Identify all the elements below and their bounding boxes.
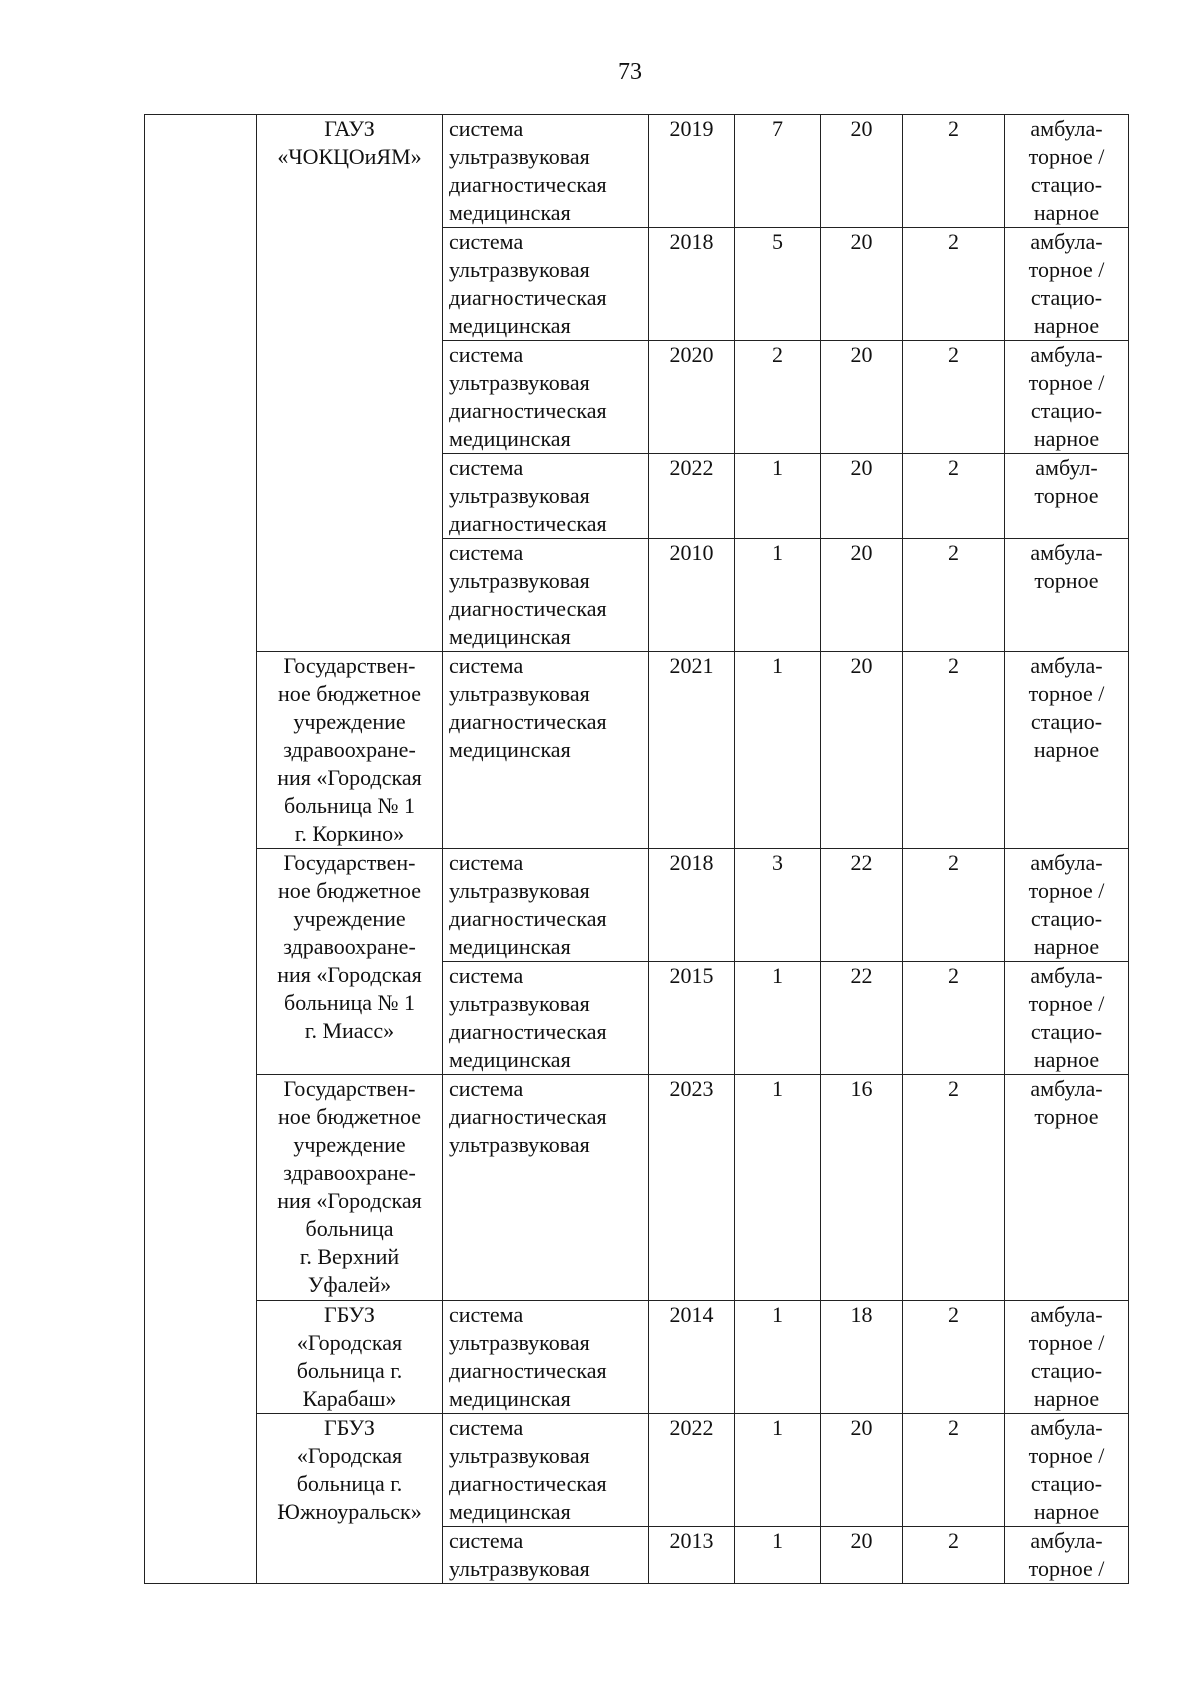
mode-cell: амбула- торное / стацио- нарное	[1005, 115, 1129, 228]
table-row	[145, 1075, 1129, 1301]
shift-cell: 2	[903, 1301, 1005, 1414]
quantity-cell: 1	[735, 454, 821, 539]
shift-cell: 2	[903, 652, 1005, 849]
shift-cell: 2	[903, 539, 1005, 652]
quantity-cell: 1	[735, 1414, 821, 1527]
value-cell: 20	[821, 652, 903, 849]
year-cell: 2015	[649, 962, 735, 1075]
shift-cell: 2	[903, 228, 1005, 341]
table-row	[145, 1301, 1129, 1414]
equipment-name-cell: система ультразвуковая диагностическая медицинская	[443, 1414, 649, 1527]
year-cell: 2010	[649, 539, 735, 652]
year-cell: 2018	[649, 228, 735, 341]
equipment-name-cell: система ультразвуковая диагностическая	[443, 454, 649, 539]
page-number: 73	[618, 59, 642, 85]
year-cell: 2022	[649, 1414, 735, 1527]
year-cell: 2014	[649, 1301, 735, 1414]
shift-cell: 2	[903, 1527, 1005, 1584]
org-cell: Государствен- ное бюджетное учреждение здравоохране- ния «Городская больница г. Верхний Уфалей»	[257, 1075, 443, 1301]
value-cell: 22	[821, 962, 903, 1075]
mode-cell: амбул- торное	[1005, 454, 1129, 539]
year-cell: 2018	[649, 849, 735, 962]
year-cell: 2021	[649, 652, 735, 849]
value-cell: 20	[821, 1414, 903, 1527]
quantity-cell: 3	[735, 849, 821, 962]
mode-cell: амбула- торное	[1005, 1075, 1129, 1301]
value-cell: 20	[821, 539, 903, 652]
org-cell: ГБУЗ «Городская больница г. Южноуральск»	[257, 1414, 443, 1584]
shift-cell: 2	[903, 962, 1005, 1075]
year-cell: 2013	[649, 1527, 735, 1584]
mode-cell: амбула- торное / стацио- нарное	[1005, 849, 1129, 962]
org-cell: Государствен- ное бюджетное учреждение здравоохране- ния «Городская больница № 1 г. Коркино»	[257, 652, 443, 849]
value-cell: 20	[821, 341, 903, 454]
shift-cell: 2	[903, 849, 1005, 962]
value-cell: 18	[821, 1301, 903, 1414]
value-cell: 20	[821, 228, 903, 341]
value-cell: 16	[821, 1075, 903, 1301]
quantity-cell: 1	[735, 1527, 821, 1584]
table-row	[145, 849, 1129, 962]
mode-cell: амбула- торное / стацио- нарное	[1005, 228, 1129, 341]
equipment-name-cell: система ультразвуковая	[443, 1527, 649, 1584]
table-row	[145, 1414, 1129, 1527]
equipment-name-cell: система ультразвуковая диагностическая медицинская	[443, 849, 649, 962]
org-cell: ГБУЗ «Городская больница г. Карабаш»	[257, 1301, 443, 1414]
equipment-name-cell: система ультразвуковая диагностическая медицинская	[443, 1301, 649, 1414]
shift-cell: 2	[903, 341, 1005, 454]
quantity-cell: 2	[735, 341, 821, 454]
equipment-name-cell: система диагностическая ультразвуковая	[443, 1075, 649, 1301]
quantity-cell: 1	[735, 1301, 821, 1414]
year-cell: 2020	[649, 341, 735, 454]
empty-first-column	[145, 115, 257, 1584]
mode-cell: амбула- торное / стацио- нарное	[1005, 652, 1129, 849]
quantity-cell: 1	[735, 652, 821, 849]
mode-cell: амбула- торное / стацио- нарное	[1005, 1414, 1129, 1527]
year-cell: 2022	[649, 454, 735, 539]
quantity-cell: 1	[735, 1075, 821, 1301]
year-cell: 2023	[649, 1075, 735, 1301]
quantity-cell: 5	[735, 228, 821, 341]
value-cell: 20	[821, 1527, 903, 1584]
quantity-cell: 1	[735, 539, 821, 652]
org-cell: ГАУЗ «ЧОКЦОиЯМ»	[257, 115, 443, 652]
equipment-name-cell: система ультразвуковая диагностическая медицинская	[443, 115, 649, 228]
table-row	[145, 115, 1129, 228]
mode-cell: амбула- торное / стацио- нарное	[1005, 341, 1129, 454]
equipment-name-cell: система ультразвуковая диагностическая медицинская	[443, 228, 649, 341]
equipment-name-cell: система ультразвуковая диагностическая медицинская	[443, 341, 649, 454]
mode-cell: амбула- торное	[1005, 539, 1129, 652]
equipment-name-cell: система ультразвуковая диагностическая медицинская	[443, 652, 649, 849]
org-cell: Государствен- ное бюджетное учреждение здравоохране- ния «Городская больница № 1 г. Миасс»	[257, 849, 443, 1075]
quantity-cell: 1	[735, 962, 821, 1075]
value-cell: 22	[821, 849, 903, 962]
equipment-name-cell: система ультразвуковая диагностическая медицинская	[443, 962, 649, 1075]
shift-cell: 2	[903, 1075, 1005, 1301]
value-cell: 20	[821, 454, 903, 539]
quantity-cell: 7	[735, 115, 821, 228]
equipment-table	[144, 114, 1129, 1584]
table-row	[145, 652, 1129, 849]
shift-cell: 2	[903, 115, 1005, 228]
value-cell: 20	[821, 115, 903, 228]
shift-cell: 2	[903, 454, 1005, 539]
mode-cell: амбула- торное / стацио- нарное	[1005, 1301, 1129, 1414]
shift-cell: 2	[903, 1414, 1005, 1527]
mode-cell: амбула- торное /	[1005, 1527, 1129, 1584]
mode-cell: амбула- торное / стацио- нарное	[1005, 962, 1129, 1075]
equipment-name-cell: система ультразвуковая диагностическая медицинская	[443, 539, 649, 652]
year-cell: 2019	[649, 115, 735, 228]
